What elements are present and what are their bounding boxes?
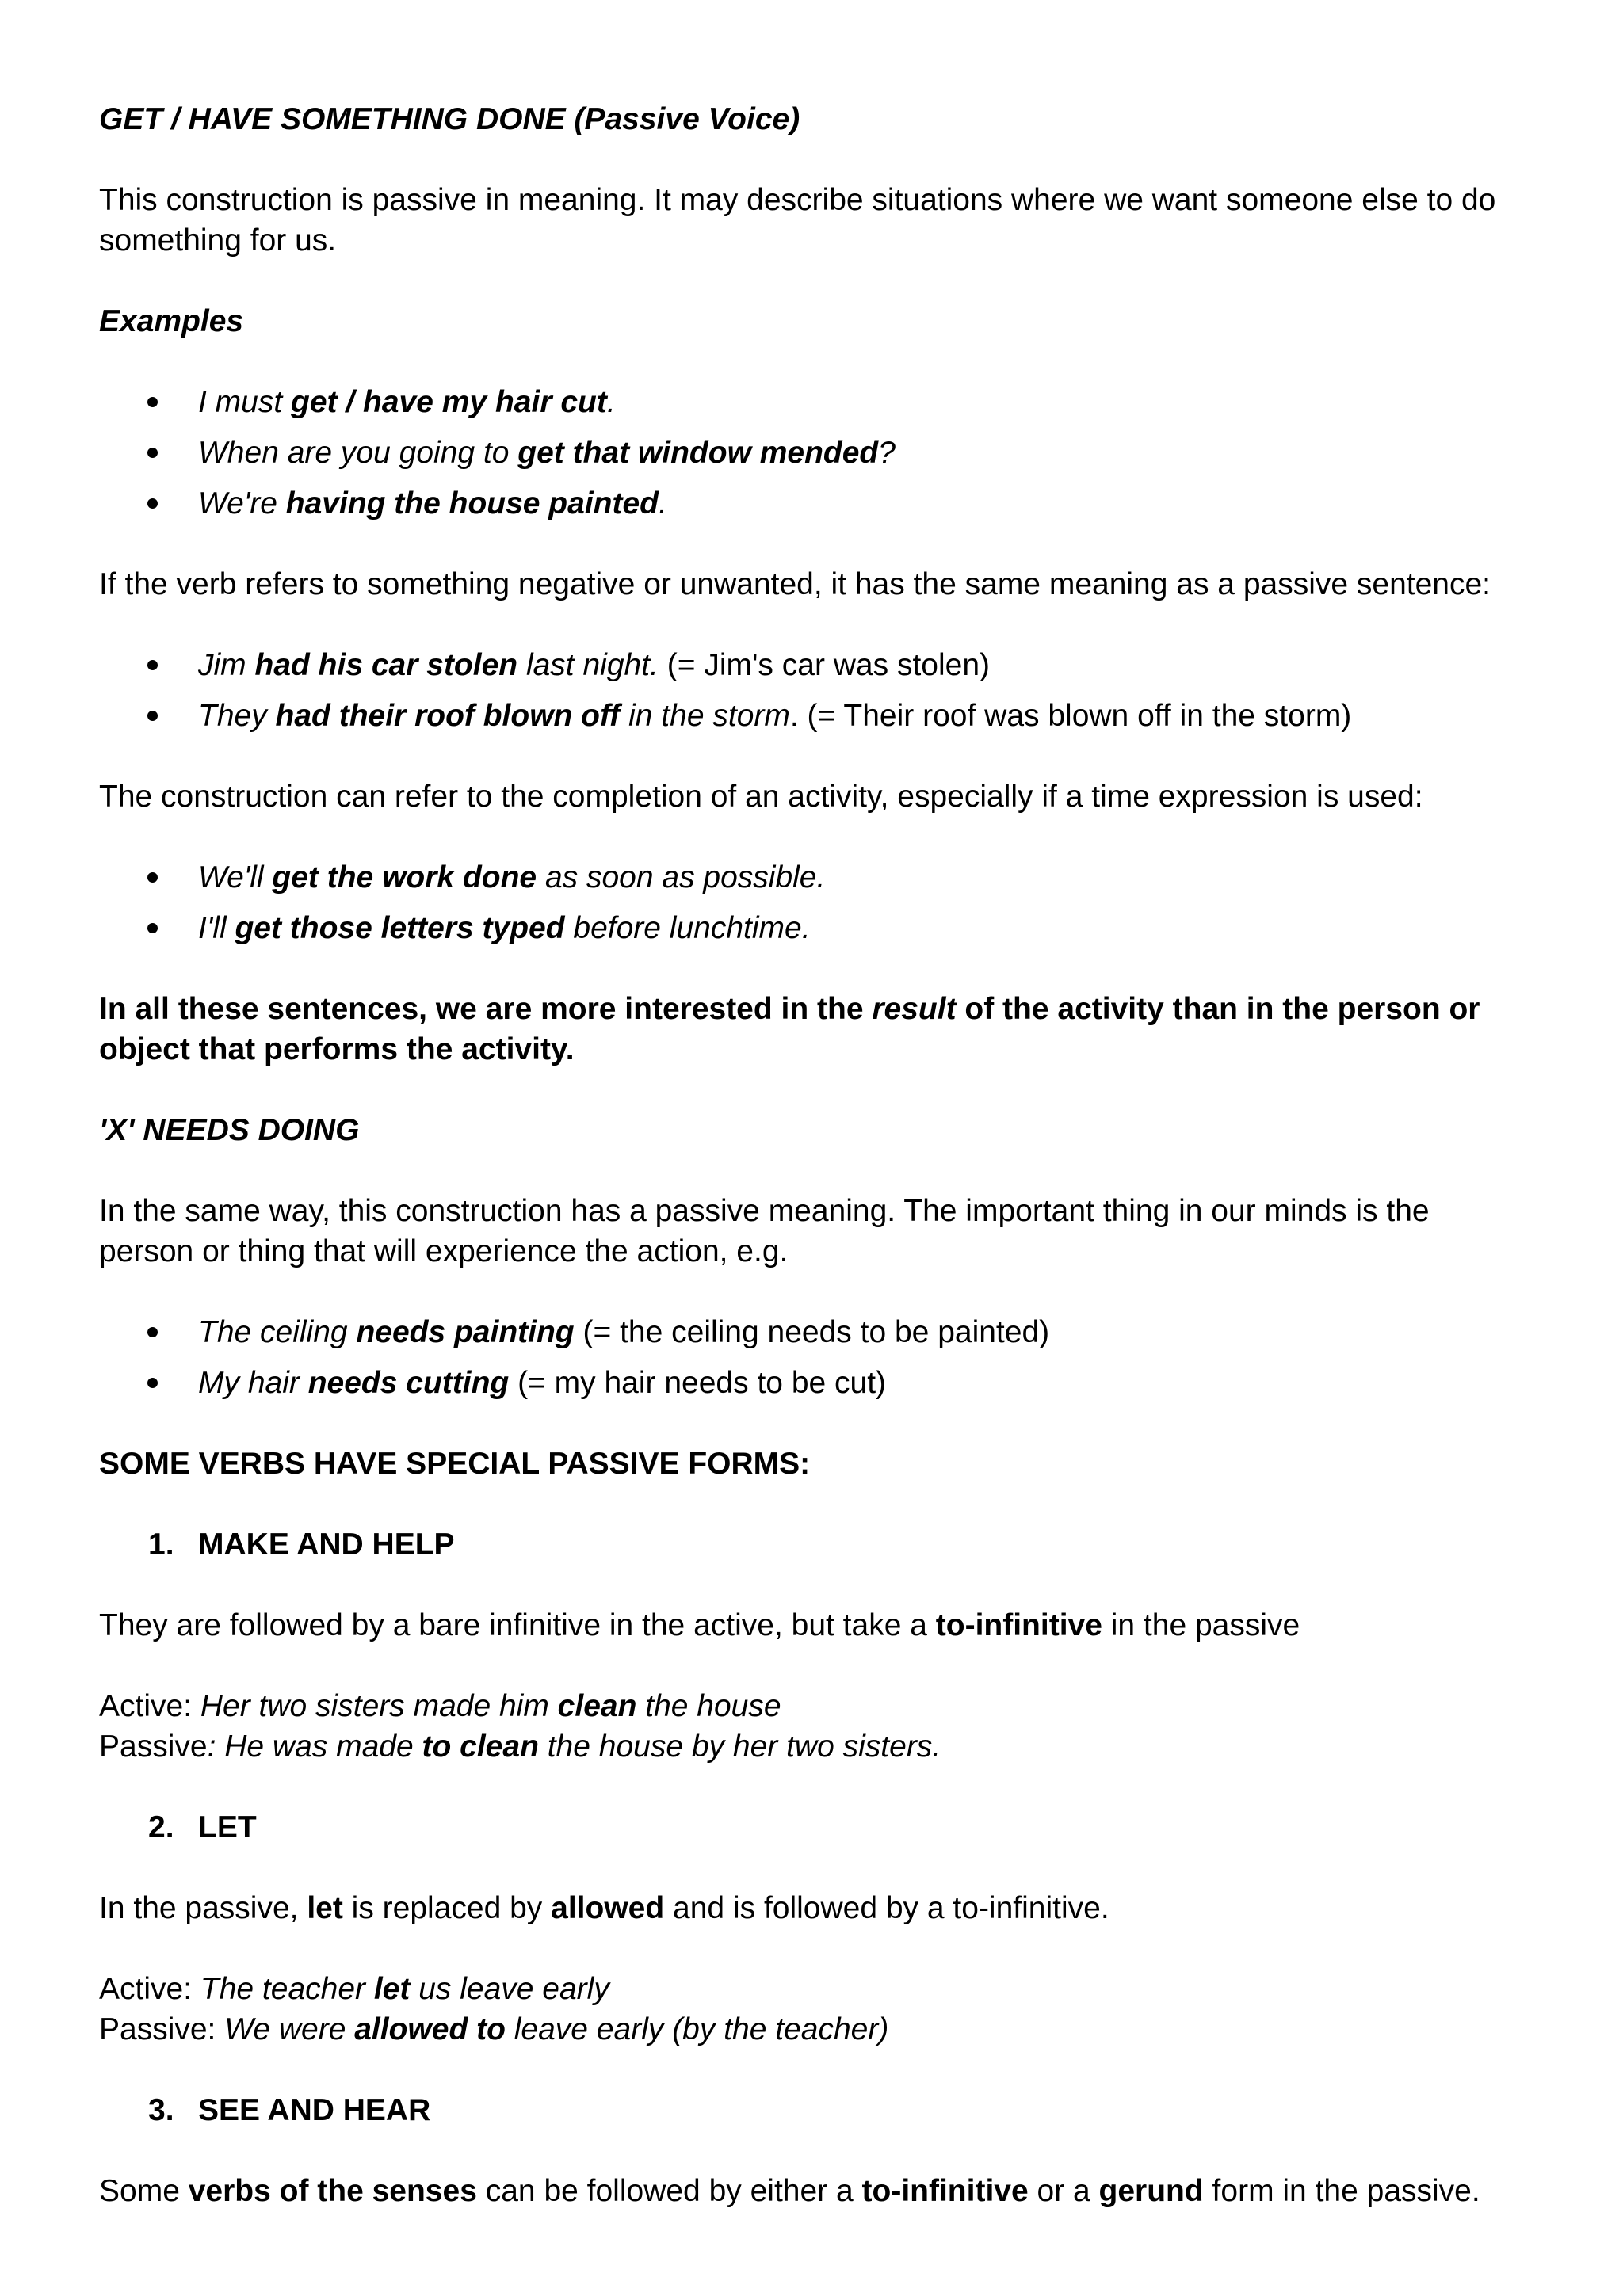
- make-help-active-example: Active: Her two sisters made him clean the house: [99, 1689, 781, 1723]
- completion-examples-list: [99, 857, 1526, 948]
- bullet-icon: [147, 923, 158, 933]
- needs-doing-intro: In the same way, this construction has a passive meaning. The important thing in our minds is the person or thing that will experience the action, e.g.: [99, 1194, 1430, 1268]
- numbered-heading-let: 2. LET: [148, 1810, 257, 1844]
- let-passive-example: Passive: We were allowed to leave early (by the teacher): [99, 2012, 889, 2046]
- make-help-description: They are followed by a bare infinitive in the active, but take a to-infinitive in the passive: [99, 1608, 1300, 1642]
- list-item: When are you going to get that window mended?: [99, 433, 1526, 473]
- completion-intro: The construction can refer to the completion of an activity, especially if a time expression is used:: [99, 780, 1423, 814]
- conclusion-text: In all these sentences, we are more interested in the result of the activity than in the person or object that performs the activity.: [99, 992, 1480, 1066]
- negative-intro: If the verb refers to something negative or unwanted, it has the same meaning as a passive sentence:: [99, 567, 1491, 601]
- list-item: They had their roof blown off in the storm. (= Their roof was blown off in the storm): [99, 696, 1526, 736]
- make-help-passive-example: Passive: He was made to clean the house by her two sisters.: [99, 1730, 941, 1764]
- bullet-icon: [147, 1327, 158, 1337]
- list-item: The ceiling needs painting (= the ceiling needs to be painted): [99, 1312, 1526, 1352]
- bullet-icon: [147, 448, 158, 458]
- section-title-special-forms: SOME VERBS HAVE SPECIAL PASSIVE FORMS:: [99, 1447, 811, 1481]
- examples-label: Examples: [99, 304, 244, 338]
- bullet-icon: [147, 397, 158, 407]
- bullet-icon: [147, 660, 158, 670]
- negative-examples-list: [99, 645, 1526, 736]
- let-active-example: Active: The teacher let us leave early: [99, 1972, 609, 2006]
- list-item: I'll get those letters typed before lunchtime.: [99, 908, 1526, 948]
- let-description: In the passive, let is replaced by allowed and is followed by a to-infinitive.: [99, 1891, 1109, 1925]
- bullet-icon: [147, 711, 158, 721]
- list-item: My hair needs cutting (= my hair needs to be cut): [99, 1363, 1526, 1403]
- section-intro: This construction is passive in meaning. It may describe situations where we want someone else to do something for us.: [99, 183, 1496, 257]
- section-title-needs-doing: 'X' NEEDS DOING: [99, 1113, 360, 1147]
- bullet-icon: [147, 1378, 158, 1388]
- see-hear-description: Some verbs of the senses can be followed by either a to-infinitive or a gerund form in the passive.: [99, 2174, 1480, 2208]
- bullet-icon: [147, 498, 158, 509]
- document-page: [99, 99, 1526, 2252]
- list-item: We'll get the work done as soon as possible.: [99, 857, 1526, 898]
- list-item: We're having the house painted.: [99, 483, 1526, 524]
- section-title-get-have: GET / HAVE SOMETHING DONE (Passive Voice): [99, 102, 800, 136]
- bullet-icon: [147, 872, 158, 883]
- list-item: I must get / have my hair cut.: [99, 382, 1526, 422]
- examples-list: [99, 382, 1526, 524]
- numbered-heading-make-help: 1. MAKE AND HELP: [148, 1527, 455, 1562]
- numbered-heading-see-hear: 3. SEE AND HEAR: [148, 2093, 431, 2127]
- list-item: Jim had his car stolen last night. (= Jim's car was stolen): [99, 645, 1526, 685]
- needs-doing-examples-list: [99, 1312, 1526, 1403]
